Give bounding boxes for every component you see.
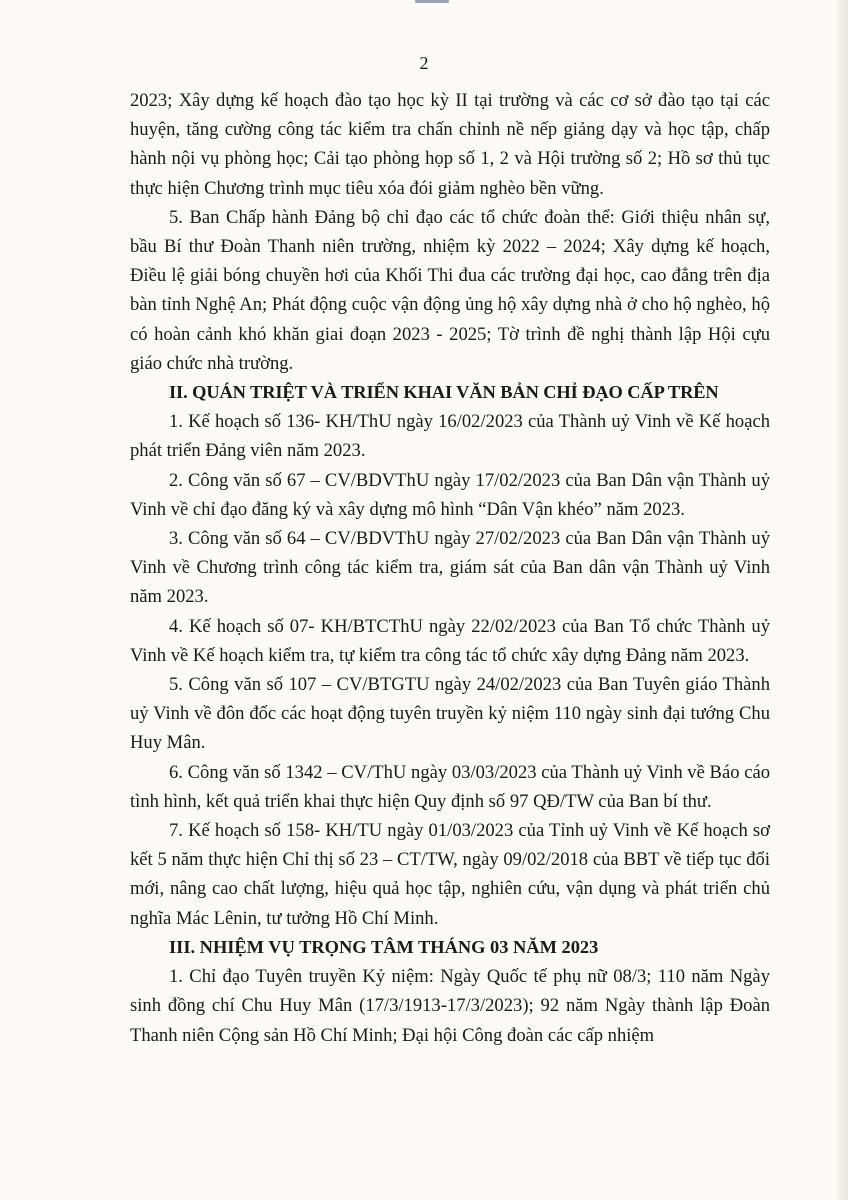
section-ii-item-1: 1. Kế hoạch số 136- KH/ThU ngày 16/02/2023 của Thành uỷ Vinh về Kế hoạch phát triển Đảng viên năm 2023. <box>130 411 770 462</box>
section-ii-item-2: 2. Công văn số 67 – CV/BDVThU ngày 17/02/2023 của Ban Dân vận Thành uỷ Vinh về chỉ đạo đăng ký và xây dựng mô hình “Dân Vận khéo” năm 2023. <box>130 469 770 520</box>
section-ii-item-7: 7. Kế hoạch số 158- KH/TU ngày 01/03/2023 của Tỉnh uỷ Vinh về Kế hoạch sơ kết 5 năm thực hiện Chỉ thị số 23 – CT/TW, ngày 09/02/2018 của BBT về tiếp tục đổi mới, nâng cao chất lượng, hiệu quả học tập, nghiên cứu, vận dụng và phát triển chủ nghĩa Mác Lênin, tư tưởng Hồ Chí Minh. <box>130 820 770 929</box>
page-number: 2 <box>419 53 429 73</box>
paragraph-item-5: 5. Ban Chấp hành Đảng bộ chỉ đạo các tổ chức đoàn thể: Giới thiệu nhân sự, bầu Bí thư Đoàn Thanh niên trường, nhiệm kỳ 2022 – 2024; Xây dựng kế hoạch, Điều lệ giải bóng chuyền hơi của Khối Thi đua các trường đại học, cao đẳng trên địa bàn tỉnh Nghệ An; Phát động cuộc vận động ủng hộ xây dựng nhà ở cho hộ nghèo, hộ có hoàn cảnh khó khăn giai đoạn 2023 - 2025; Tờ trình đề nghị thành lập Hội cựu giáo chức nhà trường. <box>130 206 770 374</box>
document-body <box>130 86 770 1050</box>
section-ii-item-5: 5. Công văn số 107 – CV/BTGTU ngày 24/02/2023 của Ban Tuyên giáo Thành uỷ Vinh về đôn đốc các hoạt động tuyên truyền kỷ niệm 110 ngày sinh đại tướng Chu Huy Mân. <box>130 674 770 754</box>
section-heading-ii: II. QUÁN TRIỆT VÀ TRIỂN KHAI VĂN BẢN CHỈ ĐẠO CẤP TRÊN <box>169 382 719 403</box>
page-edge-shadow <box>834 0 848 1200</box>
section-ii-item-3: 3. Công văn số 64 – CV/BDVThU ngày 27/02/2023 của Ban Dân vận Thành uỷ Vinh về Chương trình công tác kiểm tra, giám sát của Ban dân vận Thành uỷ Vinh năm 2023. <box>130 528 770 608</box>
section-ii-item-4: 4. Kế hoạch số 07- KH/BTCThU ngày 22/02/2023 của Ban Tổ chức Thành uỷ Vinh về Kế hoạch kiểm tra, tự kiểm tra công tác tổ chức xây dựng Đảng năm 2023. <box>130 615 770 666</box>
section-iii-item-1: 1. Chỉ đạo Tuyên truyền Kỷ niệm: Ngày Quốc tế phụ nữ 08/3; 110 năm Ngày sinh đồng chí Chu Huy Mân (17/3/1913-17/3/2023); 92 năm Ngày thành lập Đoàn Thanh niên Cộng sản Hồ Chí Minh; Đại hội Công đoàn các cấp nhiệm <box>130 966 770 1046</box>
section-ii-item-6: 6. Công văn số 1342 – CV/ThU ngày 03/03/2023 của Thành uỷ Vinh về Báo cáo tình hình, kết quả triển khai thực hiện Quy định số 97 QĐ/TW của Ban bí thư. <box>130 761 770 812</box>
paragraph-intro-continued: 2023; Xây dựng kế hoạch đào tạo học kỳ II tại trường và các cơ sở đào tạo tại các huyện, tăng cường công tác kiểm tra chấn chỉnh nề nếp giảng dạy và học tập, chấp hành nội vụ phòng học; Cải tạo phòng họp số 1, 2 và Hội trường số 2; Hồ sơ thủ tục thực hiện Chương trình mục tiêu xóa đói giảm nghèo bền vững. <box>130 90 770 199</box>
section-heading-iii: III. NHIỆM VỤ TRỌNG TÂM THÁNG 03 NĂM 2023 <box>169 936 599 957</box>
scan-mark <box>415 0 449 3</box>
